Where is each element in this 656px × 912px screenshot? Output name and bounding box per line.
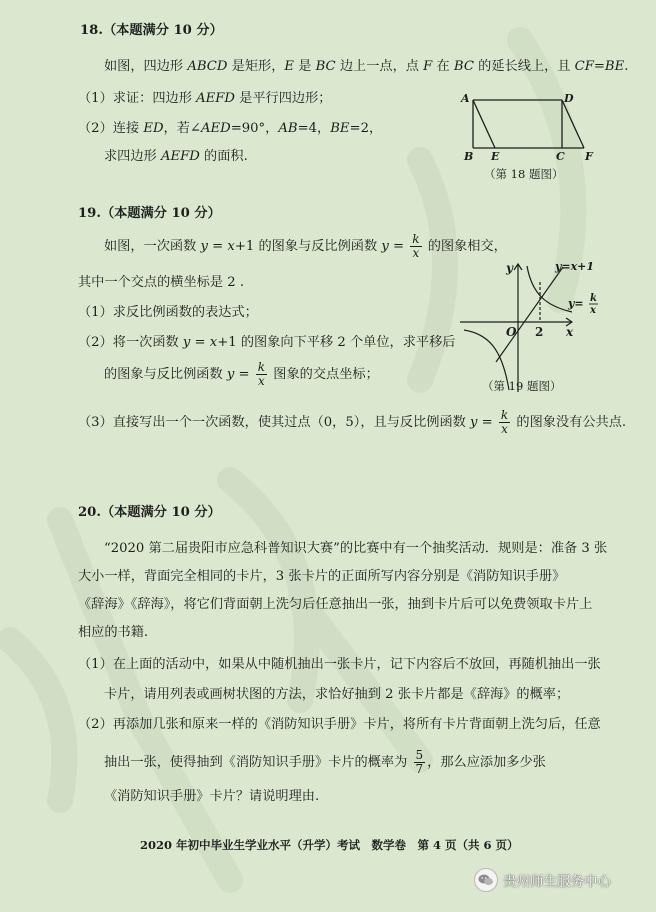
figure-18-caption: （第 18 题图） bbox=[484, 167, 564, 181]
q19-intro: 如图，一次函数 y = x+1 的图象与反比例函数 y = $\frac{k}{x}$ 的图象相交， bbox=[104, 232, 507, 260]
label-c: C bbox=[556, 150, 565, 163]
q19-intro2: 其中一个交点的横坐标是 2 . bbox=[78, 275, 245, 290]
q20-part2b: 抽出一张，使得抽到《消防知识手册》卡片的概率为 $\frac{5}{7}$ ，那么应添加多少张 bbox=[104, 748, 546, 776]
label-f: F bbox=[585, 150, 593, 163]
fraction-k-over-x: $\frac{k}{x}$ bbox=[500, 408, 509, 436]
label-curve: y= bbox=[568, 297, 584, 310]
label-curve-den: x bbox=[590, 305, 596, 316]
q19-part1: （1）求反比例函数的表达式； bbox=[78, 305, 258, 320]
q20-para2: 大小一样，背面完全相同的卡片，3 张卡片的正面所写内容分别是《消防知识手册》 bbox=[78, 569, 566, 584]
q20-part1b: 卡片，请用列表或画树状图的方法，求恰好抽到 2 张卡片都是《辞海》的概率； bbox=[104, 687, 570, 702]
q19-part3: （3）直接写出一个一次函数，使其过点（0，5），且与反比例函数 y = $\frac{k}{x}$ 的图象没有公共点. bbox=[78, 408, 627, 436]
q18-part1: （1）求证：四边形 AEFD 是平行四边形； bbox=[78, 91, 332, 106]
line-y-x-plus-1 bbox=[496, 267, 563, 362]
label-y-axis: y bbox=[506, 261, 513, 275]
label-e: E bbox=[491, 150, 500, 163]
q18-part2b: 求四边形 AEFD 的面积. bbox=[104, 149, 248, 164]
label-line: y=x+1 bbox=[555, 260, 595, 273]
label-b: B bbox=[464, 150, 474, 163]
q19-header: 19.（本题满分 10 分） bbox=[78, 206, 221, 221]
q20-para3: 《辞海》《辞海》，将它们背面朝上洗匀后任意抽出一张，抽到卡片后可以免费领取卡片上 bbox=[78, 597, 593, 612]
q20-part1a: （1）在上面的活动中，如果从中随机抽出一张卡片，记下内容后不放回，再随机抽出一张 bbox=[78, 657, 601, 672]
segment-df bbox=[562, 100, 584, 148]
q20-part2c: 《消防知识手册》卡片？请说明理由. bbox=[104, 789, 320, 804]
label-curve-num: k bbox=[590, 293, 597, 304]
label-x-axis: x bbox=[566, 325, 574, 339]
figure-19-caption: （第 19 题图） bbox=[482, 379, 562, 393]
page-footer: 2020 年初中毕业生学业水平（升学）考试 数学卷 第 4 页（共 6 页） bbox=[140, 838, 519, 852]
q20-header: 20.（本题满分 10 分） bbox=[78, 505, 221, 520]
figure-19 bbox=[456, 252, 612, 398]
q18-part2: （2）连接 ED，若∠AED=90°，AB=4，BE=2， bbox=[78, 121, 383, 136]
q20-para4: 相应的书籍. bbox=[78, 625, 149, 640]
badge-label: 贵州师生服务中心 bbox=[503, 874, 611, 890]
q19-part2b: 的图象与反比例函数 y = $\frac{k}{x}$ 图象的交点坐标； bbox=[104, 360, 379, 388]
fraction-k-over-x: $\frac{k}{x}$ bbox=[257, 360, 266, 388]
label-tick-2: 2 bbox=[535, 325, 544, 339]
figure-18 bbox=[456, 88, 606, 184]
fraction-5-over-7: $\frac{5}{7}$ bbox=[415, 748, 424, 776]
q18-intro: 如图，四边形 ABCD 是矩形，E 是 BC 边上一点，点 F 在 BC 的延长线上，且 CF=BE. bbox=[104, 59, 629, 74]
segment-ae bbox=[473, 100, 495, 148]
q20-para1: “2020 第二届贵阳市应急科普知识大赛”的比赛中有一个抽奖活动．规则是：准备 3 张 bbox=[104, 541, 608, 556]
q19-part2: （2）将一次函数 y = x+1 的图象向下平移 2 个单位，求平移后 bbox=[78, 335, 456, 350]
label-d: D bbox=[564, 92, 574, 105]
label-origin: O bbox=[506, 325, 517, 339]
label-a: A bbox=[461, 92, 470, 105]
q18-header: 18.（本题满分 10 分） bbox=[80, 23, 223, 38]
wechat-badge bbox=[474, 868, 611, 892]
q20-part2a: （2）再添加几张和原来一样的《消防知识手册》卡片，将所有卡片背面朝上洗匀后，任意 bbox=[78, 717, 601, 732]
fraction-k-over-x: $\frac{k}{x}$ bbox=[412, 232, 420, 260]
wechat-icon bbox=[474, 868, 498, 892]
